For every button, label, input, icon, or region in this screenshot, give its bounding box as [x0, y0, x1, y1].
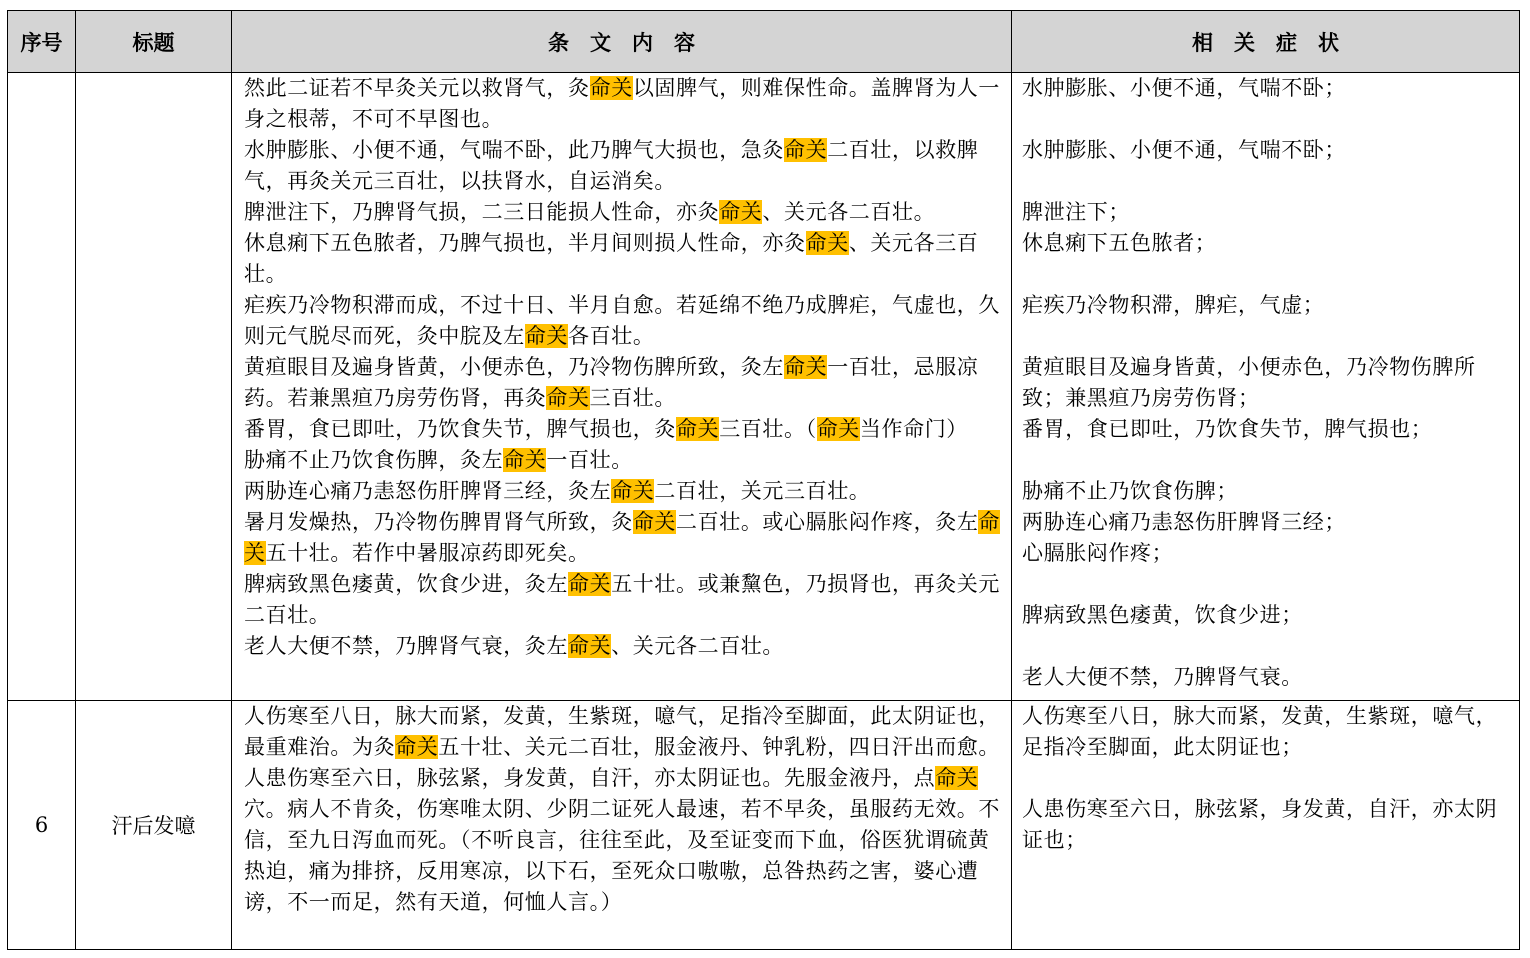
- highlight-ming-guan: 命关: [676, 417, 720, 441]
- highlight-ming-guan: 命关: [632, 510, 677, 534]
- content-paragraph: [244, 476, 1003, 507]
- content-text: 二百壮。或心膈胀闷作疼，灸左: [676, 510, 979, 534]
- content-paragraph: [244, 414, 1003, 445]
- symptoms-cell: [1012, 73, 1520, 701]
- content-text: 老人大便不禁，乃脾肾气衰，灸左: [244, 634, 568, 658]
- content-text: 休息痢下五色脓者，乃脾气损也，半月间则损人性命，亦灸: [244, 231, 806, 255]
- content-text: 脾病致黑色痿黄，饮食少进，灸左: [244, 572, 568, 596]
- content-text: 一百壮，忌服凉药。若兼黑疸乃房劳伤肾，再灸: [244, 355, 979, 410]
- content-text: 一百壮。: [546, 448, 633, 472]
- table-row: [8, 701, 1520, 950]
- symptom-line: 水肿膨胀、小便不通，气喘不卧；: [1022, 138, 1346, 162]
- symptom-line: 人患伤寒至六日，脉弦紧，身发黄，自汗，亦太阴证也；: [1022, 797, 1498, 852]
- symptom-line: 心膈胀闷作疼；: [1022, 541, 1174, 565]
- symptom-line: 脾病致黑色痿黄，饮食少进；: [1022, 603, 1303, 627]
- content-paragraph: [244, 228, 1003, 290]
- content-text: 然此二证若不早灸关元以救肾气，灸: [244, 76, 590, 100]
- content-paragraph: [244, 631, 1003, 662]
- symptoms-cell: [1012, 701, 1520, 950]
- content-text: 人伤寒至八日，脉大而紧，发黄，生紫斑，噫气，足指冷至脚面，此太阴证也，最重难治。为灸: [244, 704, 1000, 759]
- content-text: 三百壮。（: [719, 417, 817, 441]
- symptom-line: [1022, 259, 1515, 290]
- highlight-ming-guan: 命关: [503, 448, 547, 472]
- content-text: 番胃，食已即吐，乃饮食失节，脾气损也，灸: [244, 417, 676, 441]
- content-text: 当作命门）: [859, 417, 968, 441]
- content-text: 、关元各二百壮。: [611, 634, 785, 658]
- content-text: 胁痛不止乃饮食伤脾，灸左: [244, 448, 504, 472]
- row-number: [8, 73, 76, 701]
- symptom-line: [1022, 166, 1515, 197]
- content-paragraph: [244, 445, 1003, 476]
- content-text: 五十壮。若作中暑服凉药即死矣。: [265, 541, 590, 565]
- symptom-line: 人伤寒至八日，脉大而紧，发黄，生紫斑，噫气，足指冷至脚面，此太阴证也；: [1022, 704, 1498, 759]
- acupuncture-table: [7, 10, 1520, 950]
- symptom-line: 胁痛不止乃饮食伤脾；: [1022, 479, 1238, 503]
- content-paragraph: [244, 197, 1003, 228]
- symptom-line: 番胃，食已即吐，乃饮食失节，脾气损也；: [1022, 417, 1433, 441]
- highlight-ming-guan: 命关: [568, 634, 612, 658]
- header-title: 标题: [76, 11, 232, 73]
- highlight-ming-guan: 命关: [784, 355, 828, 379]
- highlight-ming-guan: 命关: [524, 324, 569, 348]
- content-text: 暑月发燥热，乃冷物伤脾胃肾气所致，灸: [244, 510, 633, 534]
- content-text: 以固脾气，则难保性命。盖脾肾为人一身之根蒂，不可不早图也。: [244, 76, 1001, 131]
- content-paragraph: [244, 763, 1003, 918]
- content-paragraph: [244, 507, 1003, 569]
- symptom-line: [1022, 631, 1515, 662]
- row-title: [76, 73, 232, 701]
- highlight-ming-guan: 命关: [546, 386, 590, 410]
- header-row: [8, 11, 1520, 73]
- content-text: 两胁连心痛乃恚怒伤肝脾肾三经，灸左: [244, 479, 612, 503]
- header-symptoms: 相 关 症 状: [1012, 11, 1520, 73]
- highlight-ming-guan: 命关: [244, 510, 1001, 565]
- symptom-line: 老人大便不禁，乃脾肾气衰。: [1022, 665, 1303, 689]
- highlight-ming-guan: 命关: [568, 572, 612, 596]
- content-text: 五十壮。或兼黧色，乃损肾也，再灸关元二百壮。: [244, 572, 1001, 627]
- content-text: 二百壮，关元三百壮。: [654, 479, 871, 503]
- symptom-line: 疟疾乃冷物积滞，脾疟，气虚；: [1022, 293, 1325, 317]
- symptom-line: [1022, 321, 1515, 352]
- highlight-ming-guan: 命关: [784, 138, 828, 162]
- symptom-line: [1022, 887, 1515, 918]
- symptom-line: [1022, 104, 1515, 135]
- row-number: 6: [8, 701, 76, 950]
- table-row: [8, 73, 1520, 701]
- content-text: 、关元各二百壮。: [762, 200, 936, 224]
- content-cell: [232, 73, 1012, 701]
- symptom-line: 休息痢下五色脓者；: [1022, 231, 1217, 255]
- content-paragraph: [244, 352, 1003, 414]
- highlight-ming-guan: 命关: [589, 76, 633, 100]
- symptom-line: [1022, 763, 1515, 794]
- content-text: 穴。病人不肯灸，伤寒唯太阴、少阴二证死人最速，若不早灸，虽服药无效。不信，至九日泻血而死。（不听良言，往往至此，及至证变而下血，俗医犹谓硫黄热迫，痛为排挤，反用寒凉，以下石，至死众口嗷嗷，总咎热药之害，婆心遭谤，不一而足，然有天道，何恤人言。）: [244, 797, 1000, 914]
- symptom-line: [1022, 445, 1515, 476]
- highlight-ming-guan: 命关: [611, 479, 655, 503]
- content-text: 人患伤寒至六日，脉弦紧，身发黄，自汗，亦太阴证也。先服金液丹，点: [244, 766, 936, 790]
- symptom-line: [1022, 918, 1515, 949]
- content-cell: [232, 701, 1012, 950]
- highlight-ming-guan: 命关: [719, 200, 763, 224]
- symptom-line: 两胁连心痛乃恚怒伤肝脾肾三经；: [1022, 510, 1346, 534]
- symptom-line: [1022, 856, 1515, 887]
- symptom-line: 黄疸眼目及遍身皆黄，小便赤色，乃冷物伤脾所致；兼黑疸乃房劳伤肾；: [1022, 355, 1476, 410]
- highlight-ming-guan: 命关: [805, 231, 849, 255]
- content-text: 各百壮。: [568, 324, 655, 348]
- content-paragraph: [244, 569, 1003, 631]
- content-text: 疟疾乃冷物积滞而成，不过十日、半月自愈。若延绵不绝乃成脾疟，气虚也，久则元气脱尽而死，灸中脘及左: [244, 293, 1000, 348]
- symptom-line: 脾泄注下；: [1022, 200, 1130, 224]
- content-text: 、关元各三百壮。: [244, 231, 979, 286]
- content-paragraph: [244, 701, 1003, 763]
- content-paragraph: [244, 290, 1003, 352]
- symptom-line: 水肿膨胀、小便不通，气喘不卧；: [1022, 76, 1346, 100]
- content-text: 二百壮，以救脾气，再灸关元三百壮，以扶肾水，自运消矣。: [244, 138, 979, 193]
- header-content: 条 文 内 容: [232, 11, 1012, 73]
- highlight-ming-guan: 命关: [935, 766, 979, 790]
- row-title: 汗后发噫: [76, 701, 232, 950]
- content-paragraph: [244, 135, 1003, 197]
- content-text: 黄疸眼目及遍身皆黄，小便赤色，乃冷物伤脾所致，灸左: [244, 355, 784, 379]
- content-paragraph: [244, 73, 1003, 135]
- content-text: 脾泄注下，乃脾肾气损，二三日能损人性命，亦灸: [244, 200, 720, 224]
- content-text: 五十壮、关元二百壮，服金液丹、钟乳粉，四日汗出而愈。: [438, 735, 1001, 759]
- symptom-line: [1022, 569, 1515, 600]
- content-text: 水肿膨胀、小便不通，气喘不卧，此乃脾气大损也，急灸: [244, 138, 784, 162]
- highlight-ming-guan: 命关: [395, 735, 439, 759]
- content-text: 三百壮。: [589, 386, 677, 410]
- header-no: 序号: [8, 11, 76, 73]
- highlight-ming-guan: 命关: [816, 417, 860, 441]
